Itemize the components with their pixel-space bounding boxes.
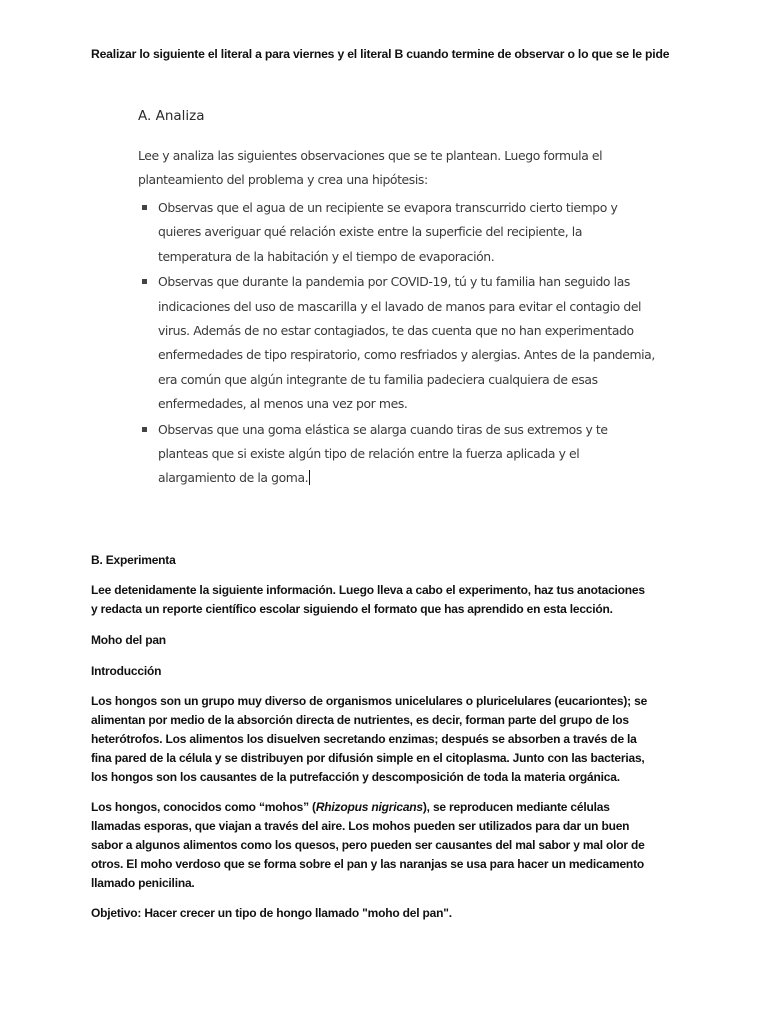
observation-text: Observas que el agua de un recipiente se evapora transcurrido cierto tiempo y quieres averiguar qué relación existe entre la superficie del recipiente, la temperatura de la habitación y el tiempo de evaporación. bbox=[158, 200, 618, 264]
introduction-heading: Introducción bbox=[91, 664, 162, 678]
paragraph-text: Los hongos, conocidos como “mohos” ( bbox=[91, 800, 316, 814]
square-bullet-icon bbox=[142, 427, 147, 432]
page-instruction: Realizar lo siguiente el literal a para viernes y el literal B cuando termine de observar o lo que se le pide bbox=[91, 47, 670, 61]
square-bullet-icon bbox=[142, 205, 147, 210]
observation-item-3 bbox=[138, 418, 658, 491]
observation-text: Observas que una goma elástica se alarga cuando tiras de sus extremos y te planteas que si existe algún tipo de relación entre la fuerza aplicada y el alargamiento de la goma. bbox=[158, 421, 608, 486]
square-bullet-icon bbox=[142, 279, 147, 284]
section-a-title: A. Analiza bbox=[138, 108, 205, 124]
species-name: Rhizopus nigricans bbox=[315, 800, 423, 814]
section-a-analiza bbox=[138, 104, 658, 492]
section-b-instructions: Lee detenidamente la siguiente información. Luego lleva a cabo el experimento, haz tus anotaciones y redacta un reporte científico escolar siguiendo el formato que has aprendido en esta lección. bbox=[91, 583, 645, 616]
objective bbox=[91, 904, 651, 923]
introduction-paragraph-2 bbox=[91, 798, 651, 893]
objective-text: Hacer crecer un tipo de hongo llamado "moho del pan". bbox=[141, 906, 452, 920]
paragraph-text: ), se reproducen mediante células llamadas esporas, que viajan a través del aire. Los mohos pueden ser utilizados para dar un buen sabor a algunos alimentos como los quesos, pero pueden ser causantes del mal sabor y mal olor de otros. El moho verdoso que se forma sobre el pan y las naranjas se usa para hacer un medicamento llamado penicilina. bbox=[91, 800, 645, 890]
text-cursor bbox=[309, 470, 310, 485]
experiment-title: Moho del pan bbox=[91, 633, 166, 647]
section-a-intro: Lee y analiza las siguientes observaciones que se te plantean. Luego formula el planteamiento del problema y crea una hipótesis: bbox=[138, 148, 603, 187]
objective-label: Objetivo: bbox=[91, 906, 142, 920]
section-b-experimenta bbox=[91, 551, 651, 923]
observation-text: Observas que durante la pandemia por COVID-19, tú y tu familia han seguido las indicaciones del uso de mascarilla y el lavado de manos para evitar el contagio del virus. Además de no estar contagiados, te das cuenta que no han experimentado enfermedades de tipo respiratorio, como resfriados y alergias. Antes de la pandemia, era común que algún integrante de tu familia padeciera cualquiera de esas enfermedades, al menos una vez por mes. bbox=[158, 274, 655, 412]
introduction-paragraph-1: Los hongos son un grupo muy diverso de organismos unicelulares o pluricelulares (eucariontes); se alimentan por medio de la absorción directa de nutrientes, es decir, forman parte del grupo de los heterótrofos. Los alimentos los disuelven secretando enzimas; después se absorben a través de la fina pared de la célula y se distribuyen por difusión simple en el citoplasma. Junto con las bacterias, los hongos son los causantes de la putrefacción y descomposición de toda la materia orgánica. bbox=[91, 694, 648, 784]
observation-list bbox=[138, 196, 658, 491]
section-b-title: B. Experimenta bbox=[91, 553, 176, 567]
observation-item-2 bbox=[138, 270, 658, 416]
observation-item-1 bbox=[138, 196, 658, 269]
